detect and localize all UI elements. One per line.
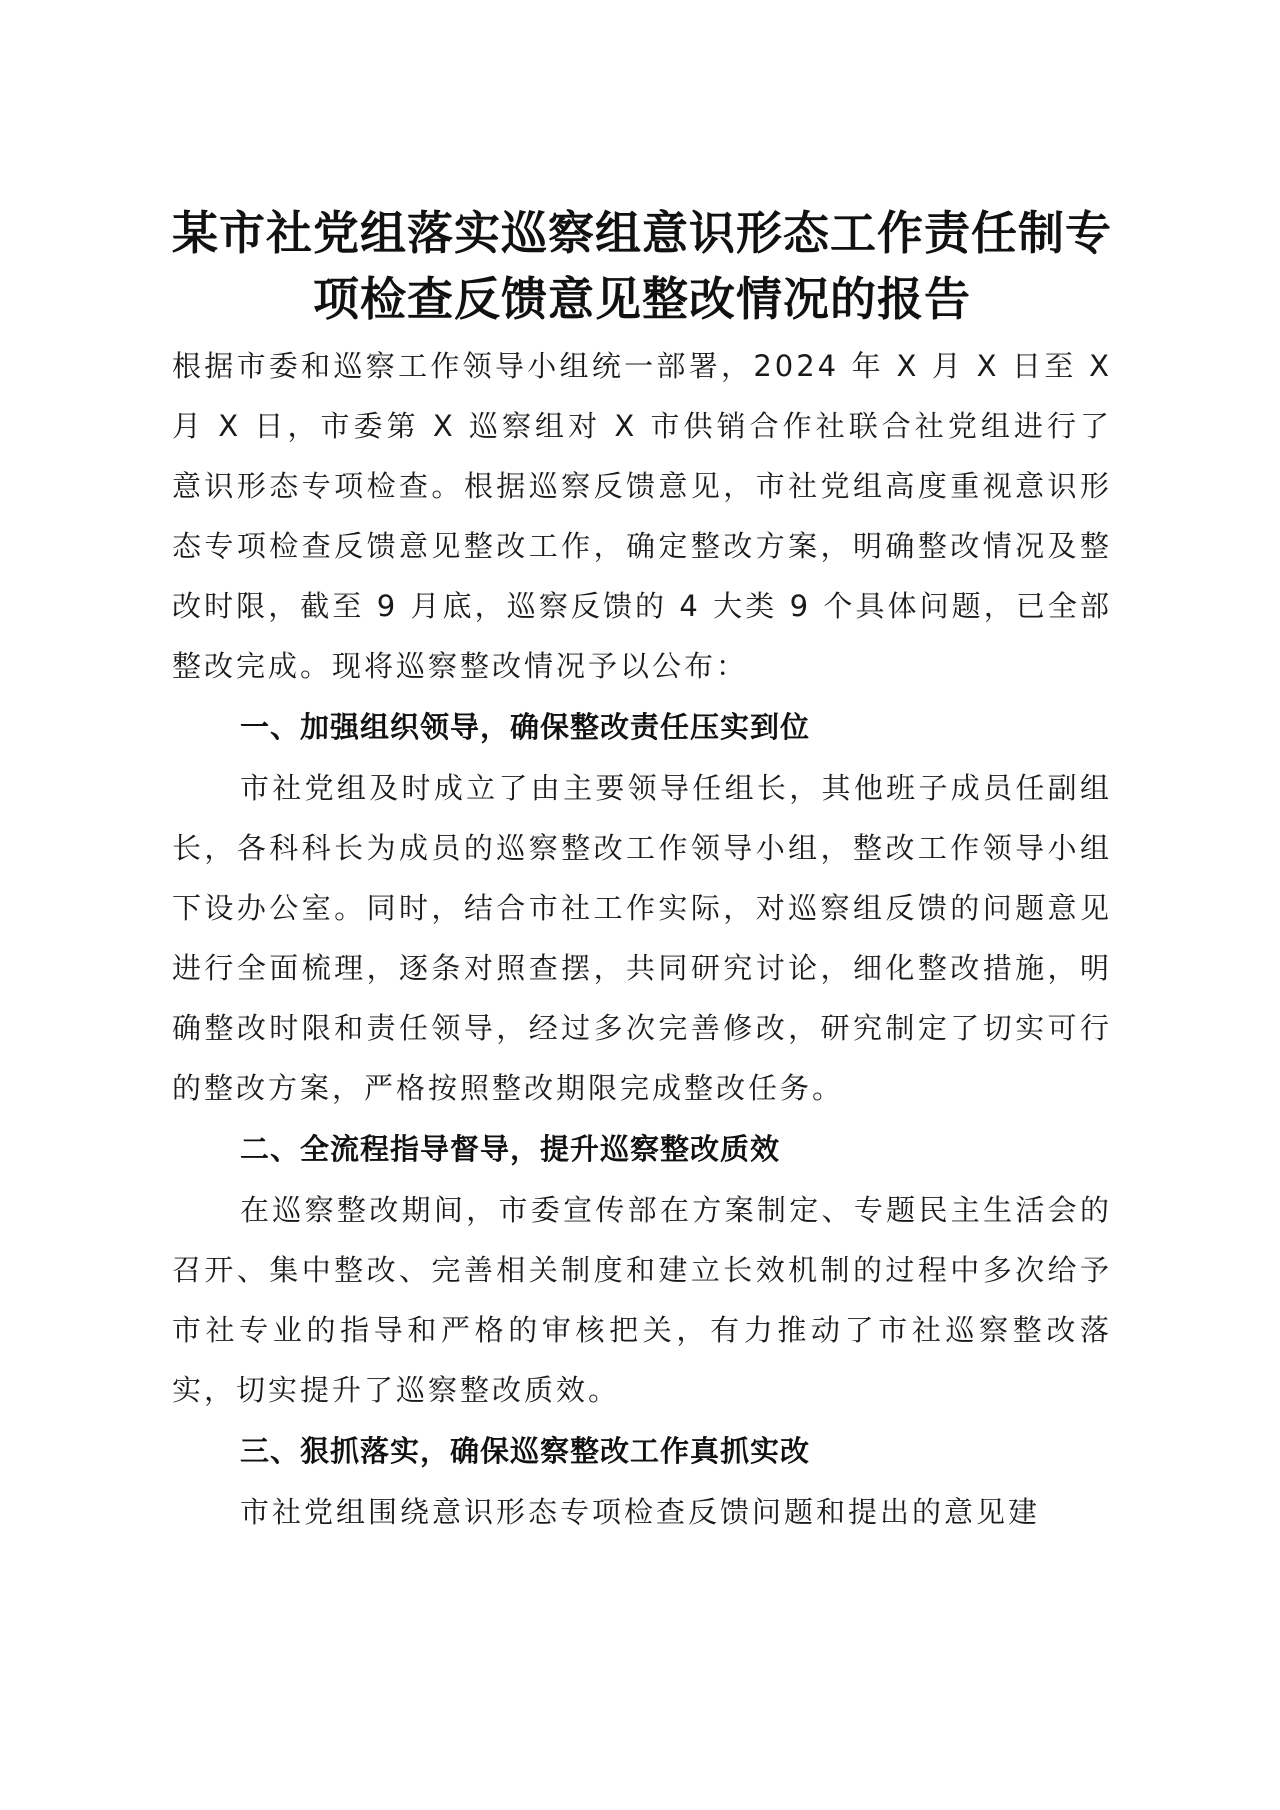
document-title-line-2: 项检查反馈意见整改情况的报告 bbox=[313, 272, 971, 326]
document-body bbox=[172, 200, 1112, 1542]
section-3-paragraph: 市社党组围绕意识形态专项检查反馈问题和提出的意见建 bbox=[240, 1495, 1041, 1529]
section-1-paragraph: 市社党组及时成立了由主要领导任组长，其他班子成员任副组长，各科科长为成员的巡察整改工作领导小组，整改工作领导小组下设办公室。同时，结合市社工作实际，对巡察组反馈的问题意见进行全面梳理，逐条对照查摆，共同研究讨论，细化整改措施，明确整改时限和责任领导，经过多次完善修改，研究制定了切实可行的整改方案，严格按照整改期限完成整改任务。 bbox=[172, 771, 1112, 1105]
section-2-heading: 二、全流程指导督导，提升巡察整改质效 bbox=[240, 1132, 781, 1166]
document-title-line-1: 某市社党组落实巡察组意识形态工作责任制专 bbox=[172, 206, 1112, 260]
section-3-heading: 三、狠抓落实，确保巡察整改工作真抓实改 bbox=[240, 1434, 811, 1468]
section-2-paragraph: 在巡察整改期间，市委宣传部在方案制定、专题民主生活会的召开、集中整改、完善相关制度和建立长效机制的过程中多次给予市社专业的指导和严格的审核把关，有力推动了市社巡察整改落实，切实提升了巡察整改质效。 bbox=[172, 1193, 1112, 1407]
intro-paragraph: 根据市委和巡察工作领导小组统一部署，2024 年 X 月 X 日至 X 月 X 日，市委第 X 巡察组对 X 市供销合作社联合社党组进行了意识形态专项检查。根据巡察反馈意见，市社党组高度重视意识形态专项检查反馈意见整改工作，确定整改方案，明确整改情况及整改时限，截至 9 月底，巡察反馈的 4 大类 9 个具体问题，已全部整改完成。现将巡察整改情况予以公布： bbox=[172, 349, 1112, 683]
document-title bbox=[172, 200, 1112, 332]
section-1-heading: 一、加强组织领导，确保整改责任压实到位 bbox=[240, 710, 811, 744]
